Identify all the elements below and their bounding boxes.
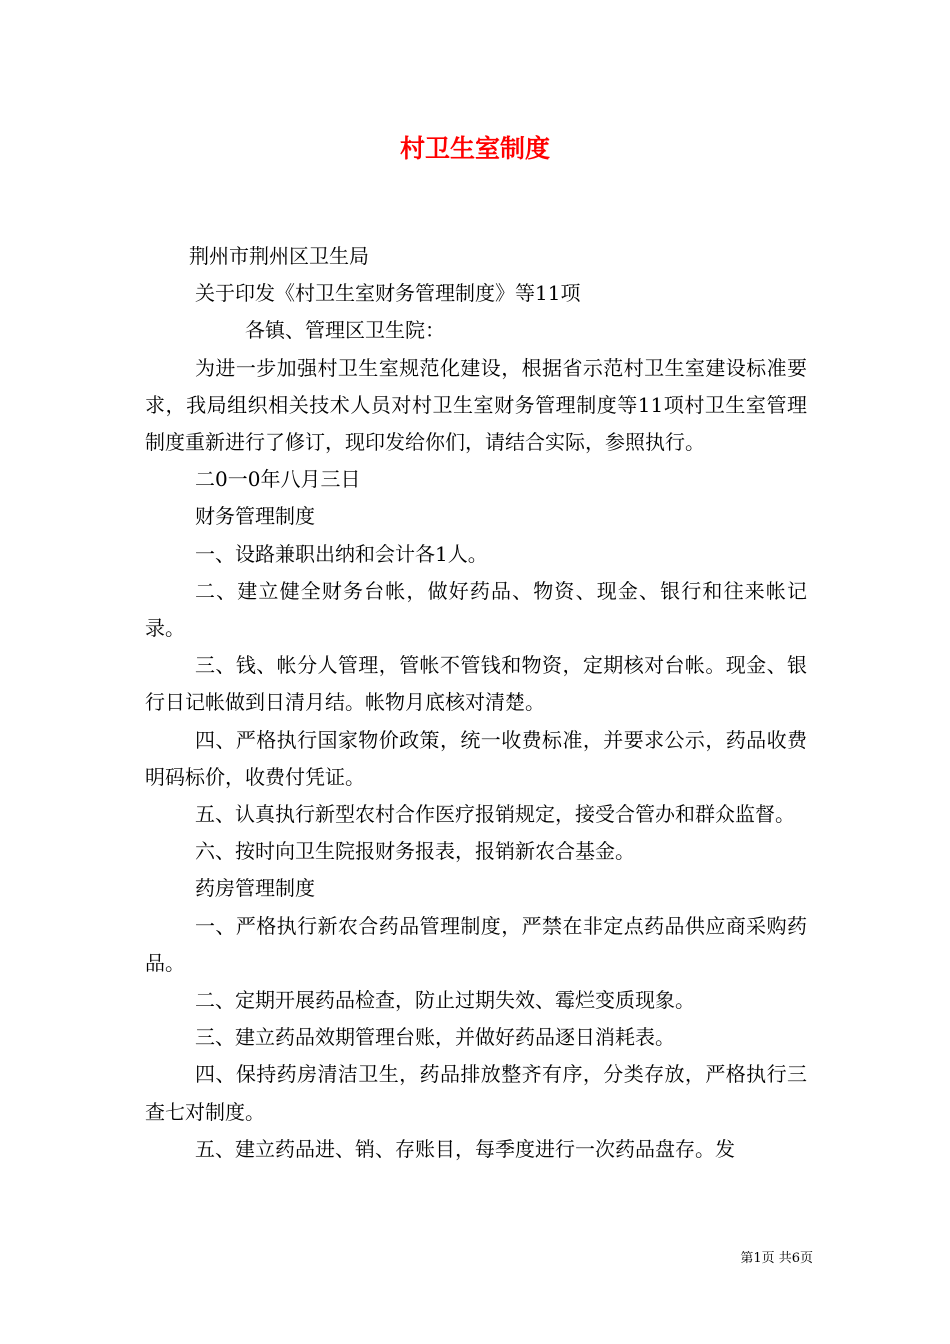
- paragraph: 二、建立健全财务台帐，做好药品、物资、现金、银行和往来帐记录。: [145, 578, 807, 641]
- paragraph: 四、严格执行国家物价政策，统一收费标准，并要求公示，药品收费明码标价，收费付凭证。: [145, 727, 807, 789]
- paragraph: 三、建立药品效期管理台账，并做好药品逐日消耗表。: [195, 1025, 675, 1050]
- paragraph: 一、设路兼职出纳和会计各1人。: [195, 541, 488, 566]
- paragraph: 药房管理制度: [195, 876, 315, 901]
- paragraph: 荆州市荆州区卫生局: [189, 244, 369, 268]
- document-title: 村卫生室制度: [399, 134, 550, 163]
- paragraph: 一、严格执行新农合药品管理制度，严禁在非定点药品供应商采购药品。: [145, 913, 807, 975]
- paragraph: 六、按时向卫生院报财务报表，报销新农合基金。: [195, 839, 635, 864]
- paragraph: 四、保持药房清洁卫生，药品排放整齐有序，分类存放，严格执行三查七对制度。: [145, 1062, 807, 1124]
- paragraph: 关于印发《村卫生室财务管理制度》等11项: [195, 281, 581, 306]
- document-body: [145, 238, 807, 1168]
- paragraph: 五、建立药品进、销、存账目，每季度进行一次药品盘存。发: [195, 1136, 735, 1161]
- paragraph: 各镇、管理区卫生院：: [245, 318, 445, 343]
- paragraph: 财务管理制度: [195, 504, 315, 529]
- paragraph: 二0一0年八月三日: [195, 467, 361, 492]
- paragraph: 二、定期开展药品检查，防止过期失效、霉烂变质现象。: [195, 988, 695, 1013]
- paragraph: 三、钱、帐分人管理，管帐不管钱和物资，定期核对台帐。现金、银行日记帐做到日清月结。帐物月底核对清楚。: [145, 653, 807, 715]
- paragraph: 为进一步加强村卫生室规范化建设，根据省示范村卫生室建设标准要求，我局组织相关技术人员对村卫生室财务管理制度等11项村卫生室管理制度重新进行了修订，现印发给你们，请结合实际，参照执行。: [145, 355, 807, 455]
- page-number-footer: 第1页 共6页: [740, 1251, 813, 1266]
- paragraph: 五、认真执行新型农村合作医疗报销规定，接受合管办和群众监督。: [195, 802, 795, 827]
